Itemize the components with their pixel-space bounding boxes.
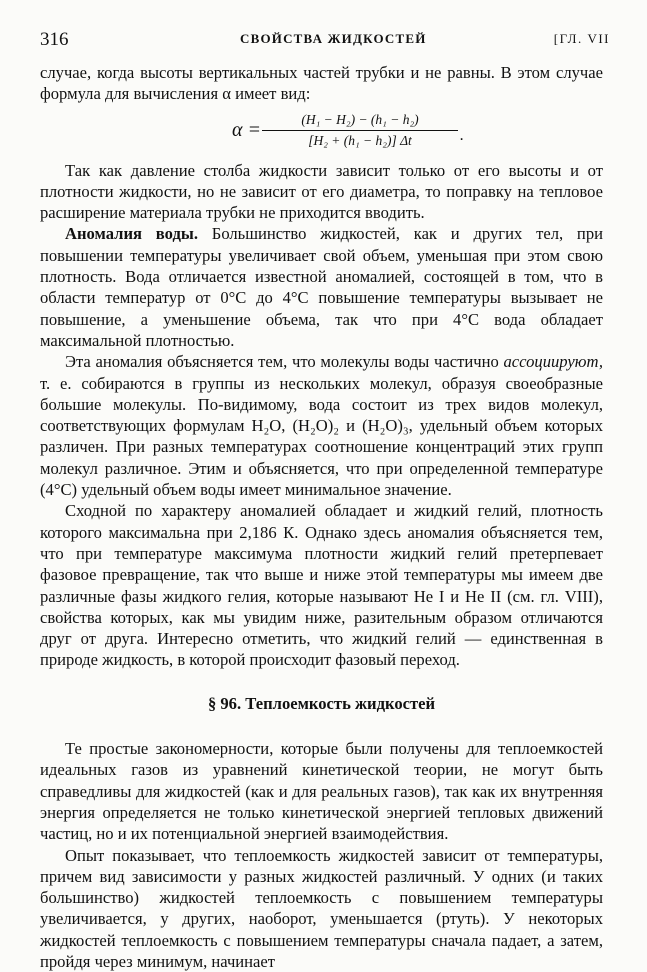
heat-capacity-paragraph-1: Те простые закономерности, которые были получены для теплоемкостей идеальных газов из уравнений кинетической теории, не могут быть справедливы для жидкостей (как и для реальных газов), так как их внутренняя энергия определяется не только кинетической энергией тепловых движений частиц, но и их потенциальной энергией взаимодействия.: [40, 738, 603, 844]
pressure-paragraph: Так как давление столба жидкости зависит только от его высоты и от плотности жидкости, но не зависит от его диаметра, то поправку на тепловое расширение материала трубки не приходится вводить.: [40, 160, 603, 224]
association-text-before: Эта аномалия объясняется тем, что молекулы воды частично: [65, 352, 499, 371]
formula-numerator: (H₁ − H₂) − (h₁ − h₂): [262, 111, 458, 129]
formula-terminator: .: [460, 125, 464, 146]
formula-lhs: α =: [232, 120, 261, 141]
association-text-after: т. е. собираются в группы из нескольких молекул, образуя своеобразные большие молекулы. По-видимому, вода состоит из трех видов молекул, соответствующих формулам H₂O, (H₂O)₂ и (H₂O)₃, удельный объем которых различен. При разных температурах соотношение концентраций этих групп молекул различное. Этим и объясняется, что при определенной температуре (4°С) удельный объем воды имеет минимальное значение.: [40, 374, 603, 499]
running-title: СВОЙСТВА ЖИДКОСТЕЙ: [240, 31, 427, 47]
alpha-formula: [40, 111, 603, 151]
fraction-bar: [262, 130, 458, 131]
association-italic-term: ассоциируют,: [504, 352, 604, 371]
association-paragraph: [40, 351, 603, 500]
helium-paragraph: Сходной по характеру аномалией обладает и жидкий гелий, плотность которого максимальна при 2,186 К. Однако здесь аномалия объясняется тем, что при температуре максимума плотности жидкий гелий претерпевает фазовое превращение, так что выше и ниже этой температуры мы имеем две различные фазы жидкого гелия, которые называют He I и He II (см. гл. VIII), свойства которых, как мы увидим ниже, разительным образом отличаются друг от друга. Интересно отметить, что жидкий гелий — единственная в природе жидкость, в которой происходит фазовый переход.: [40, 500, 603, 670]
page-body: [40, 62, 603, 972]
formula-fraction: [262, 111, 458, 150]
heat-capacity-paragraph-2: Опыт показывает, что теплоемкость жидкостей зависит от температуры, причем вид зависимости у разных жидкостей различный. У одних (и таких большинство) жидкостей теплоемкость с повышением температуры увеличивается, у других, наоборот, уменьшается (ртуть). У некоторых жидкостей теплоемкость с повышением температуры сначала падает, а затем, пройдя через минимум, начинает: [40, 845, 603, 972]
chapter-label: [ГЛ. VII: [554, 31, 610, 47]
section-title: § 96. Теплоемкость жидкостей: [40, 693, 603, 714]
formula-denominator: [H₂ + (h₁ − h₂)] Δt: [262, 132, 458, 150]
anomaly-text: Большинство жидкостей, как и других тел, при повышении температуры увеличивает свой объем, уменьшая при этом свою плотность. Вода отличается известной аномалией, состоящей в том, что в области температур от 0°С до 4°С повышение температуры вызывает не повышение, а уменьшение объема, так что при 4°С вода обладает максимальной плотностью.: [40, 224, 603, 349]
page-header: [40, 29, 610, 53]
anomaly-paragraph: [40, 223, 603, 351]
formula-intro-paragraph: случае, когда высоты вертикальных частей трубки и не равны. В этом случае формула для вычисления α имеет вид:: [40, 62, 603, 105]
page-number: 316: [40, 29, 69, 51]
anomaly-heading: Аномалия воды.: [65, 224, 198, 243]
